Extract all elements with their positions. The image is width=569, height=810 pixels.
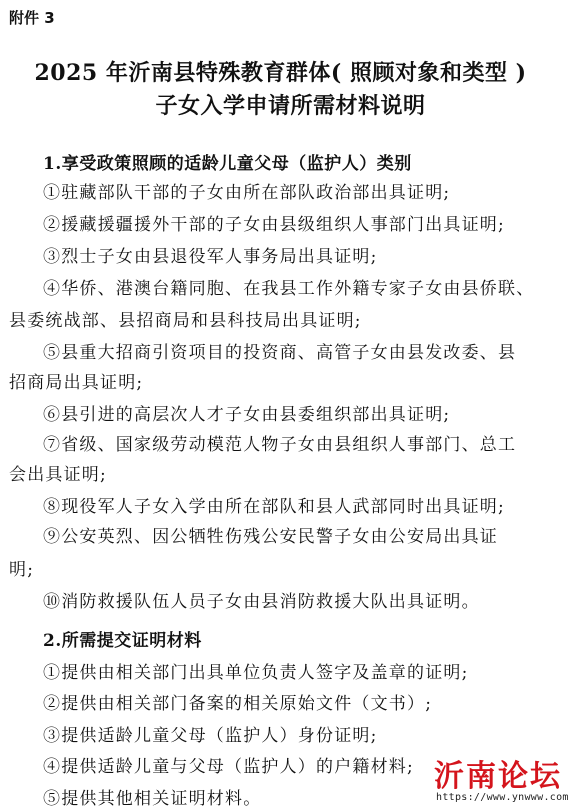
section-2-item-5: ⑤提供其他相关证明材料。 bbox=[43, 789, 262, 809]
section-2-item-1: ①提供由相关部门出具单位负责人签字及盖章的证明; bbox=[43, 663, 469, 683]
section-1-item-5-continued: 招商局出具证明; bbox=[9, 373, 144, 393]
section-2-item-3: ③提供适龄儿童父母（监护人）身份证明; bbox=[43, 726, 378, 746]
section-1-item-9-continued: 明; bbox=[9, 560, 35, 580]
watermark-url: https://www.ynwww.com bbox=[436, 792, 569, 803]
section-2-heading: 2.所需提交证明材料 bbox=[43, 631, 202, 651]
section-1-item-1: ①驻藏部队干部的子女由所在部队政治部出具证明; bbox=[43, 183, 451, 203]
section-1-item-4: ④华侨、港澳台籍同胞、在我县工作外籍专家子女由县侨联、 bbox=[43, 279, 535, 299]
section-2-item-4: ④提供适龄儿童与父母（监护人）的户籍材料; bbox=[43, 757, 414, 777]
section-1-item-7: ⑦省级、国家级劳动模范人物子女由县组织人事部门、总工 bbox=[43, 435, 517, 455]
section-1-heading: 1.享受政策照顾的适龄儿童父母（监护人）类别 bbox=[43, 154, 412, 174]
section-1-item-7-continued: 会出具证明; bbox=[9, 465, 107, 485]
section-1-item-9: ⑨公安英烈、因公牺牲伤残公安民警子女由公安局出具证 bbox=[43, 527, 498, 547]
attachment-label: 附件 3 bbox=[9, 9, 55, 27]
section-1-item-6: ⑥县引进的高层次人才子女由县委组织部出具证明; bbox=[43, 405, 451, 425]
section-1-item-8: ⑧现役军人子女入学由所在部队和县人武部同时出具证明; bbox=[43, 497, 505, 517]
section-1-item-4-continued: 县委统战部、县招商局和县科技局出具证明; bbox=[9, 311, 362, 331]
document-title-line-1: 2025 年沂南县特殊教育群体( 照顾对象和类型 ) bbox=[34, 60, 527, 86]
section-1-item-2: ②援藏援疆援外干部的子女由县级组织人事部门出具证明; bbox=[43, 215, 505, 235]
watermark-logo-text: 沂南论坛 bbox=[434, 759, 562, 794]
document-title-line-2: 子女入学申请所需材料说明 bbox=[155, 93, 426, 119]
section-1-item-3: ③烈士子女由县退役军人事务局出具证明; bbox=[43, 247, 378, 267]
section-1-item-10: ⑩消防救援队伍人员子女由县消防救援大队出具证明。 bbox=[43, 592, 480, 612]
site-watermark-logo bbox=[434, 751, 569, 810]
section-1-item-5: ⑤县重大招商引资项目的投资商、高管子女由县发改委、县 bbox=[43, 343, 517, 363]
section-2-item-2: ②提供由相关部门备案的相关原始文件（文书）; bbox=[43, 694, 433, 714]
